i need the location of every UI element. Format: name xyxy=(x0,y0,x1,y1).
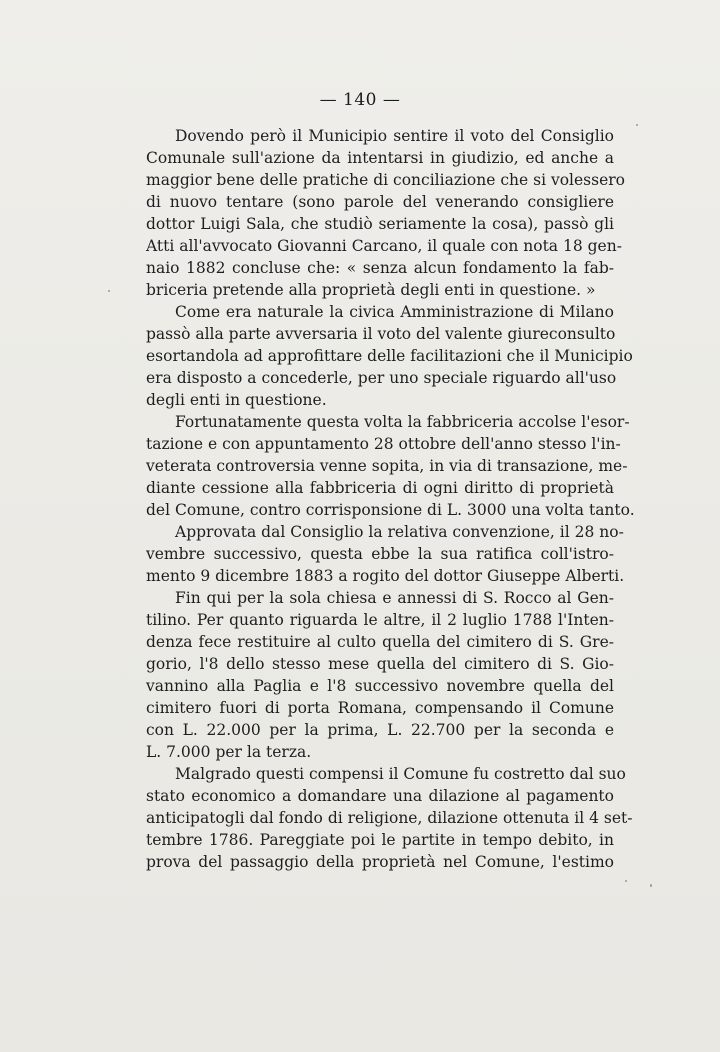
text-line: Malgrado questi compensi il Comune fu costretto dal suo xyxy=(175,765,626,783)
text-line: Comunale sull'azione da intentarsi in giudizio, ed anche a xyxy=(146,149,614,167)
text-line: mento 9 dicembre 1883 a rogito del dottor Giuseppe Alberti. xyxy=(146,567,625,585)
text-line: naio 1882 concluse che: « senza alcun fondamento la fab- xyxy=(146,259,614,277)
text-line: era disposto a concederle, per uno speciale riguardo all'uso xyxy=(146,369,617,387)
page-number: — 140 — xyxy=(319,90,401,110)
text-line: veterata controversia venne sopita, in via di transazione, me- xyxy=(146,457,628,475)
text-line: denza fece restituire al culto quella del cimitero di S. Gre- xyxy=(146,633,614,651)
text-line: L. 7.000 per la terza. xyxy=(146,743,312,761)
text-line: maggior bene delle pratiche di conciliazione che si volessero xyxy=(146,171,625,189)
text-line: esortandola ad approfittare delle facilitazioni che il Municipio xyxy=(146,347,633,365)
text-line: vannino alla Paglia e l'8 successivo novembre quella del xyxy=(146,677,614,695)
text-line: passò alla parte avversaria il voto del valente giureconsulto xyxy=(146,325,616,343)
text-line: cimitero fuori di porta Romana, compensando il Comune xyxy=(146,699,614,717)
text-line: Dovendo però il Municipio sentire il voto del Consiglio xyxy=(175,127,614,145)
text-line: degli enti in questione. xyxy=(146,391,327,409)
text-line: tilino. Per quanto riguarda le altre, il 2 luglio 1788 l'Inten- xyxy=(146,611,614,629)
text-line: dottor Luigi Sala, che studiò seriamente la cosa), passò gli xyxy=(146,215,614,233)
paper-speck xyxy=(625,880,627,882)
text-line: tembre 1786. Pareggiate poi le partite in tempo debito, in xyxy=(146,831,614,849)
text-line: vembre successivo, questa ebbe la sua ratifica coll'istro- xyxy=(146,545,614,563)
text-line: prova del passaggio della proprietà nel Comune, l'estimo xyxy=(146,853,614,871)
text-line: di nuovo tentare (sono parole del venerando consigliere xyxy=(146,193,614,211)
text-line: diante cessione alla fabbriceria di ogni diritto di proprietà xyxy=(146,479,614,497)
text-line: Come era naturale la civica Amministrazione di Milano xyxy=(175,303,614,321)
text-line: Fin qui per la sola chiesa e annessi di S. Rocco al Gen- xyxy=(175,589,614,607)
paper-speck xyxy=(108,290,110,292)
paper-speck xyxy=(650,884,652,887)
text-line: gorio, l'8 dello stesso mese quella del cimitero di S. Gio- xyxy=(146,655,614,673)
text-line: Atti all'avvocato Giovanni Carcano, il quale con nota 18 gen- xyxy=(146,237,622,255)
text-line: anticipatogli dal fondo di religione, dilazione ottenuta il 4 set- xyxy=(146,809,633,827)
text-line: Approvata dal Consiglio la relativa convenzione, il 28 no- xyxy=(175,523,624,541)
text-line: stato economico a domandare una dilazione al pagamento xyxy=(146,787,614,805)
text-line: con L. 22.000 per la prima, L. 22.700 per la seconda e xyxy=(146,721,614,739)
text-line: briceria pretende alla proprietà degli enti in questione. » xyxy=(146,281,596,299)
paper-speck xyxy=(636,124,638,126)
text-line: del Comune, contro corrisponsione di L. 3000 una volta tanto. xyxy=(146,501,635,519)
text-line: tazione e con appuntamento 28 ottobre dell'anno stesso l'in- xyxy=(146,435,621,453)
text-line: Fortunatamente questa volta la fabbriceria accolse l'esor- xyxy=(175,413,630,431)
